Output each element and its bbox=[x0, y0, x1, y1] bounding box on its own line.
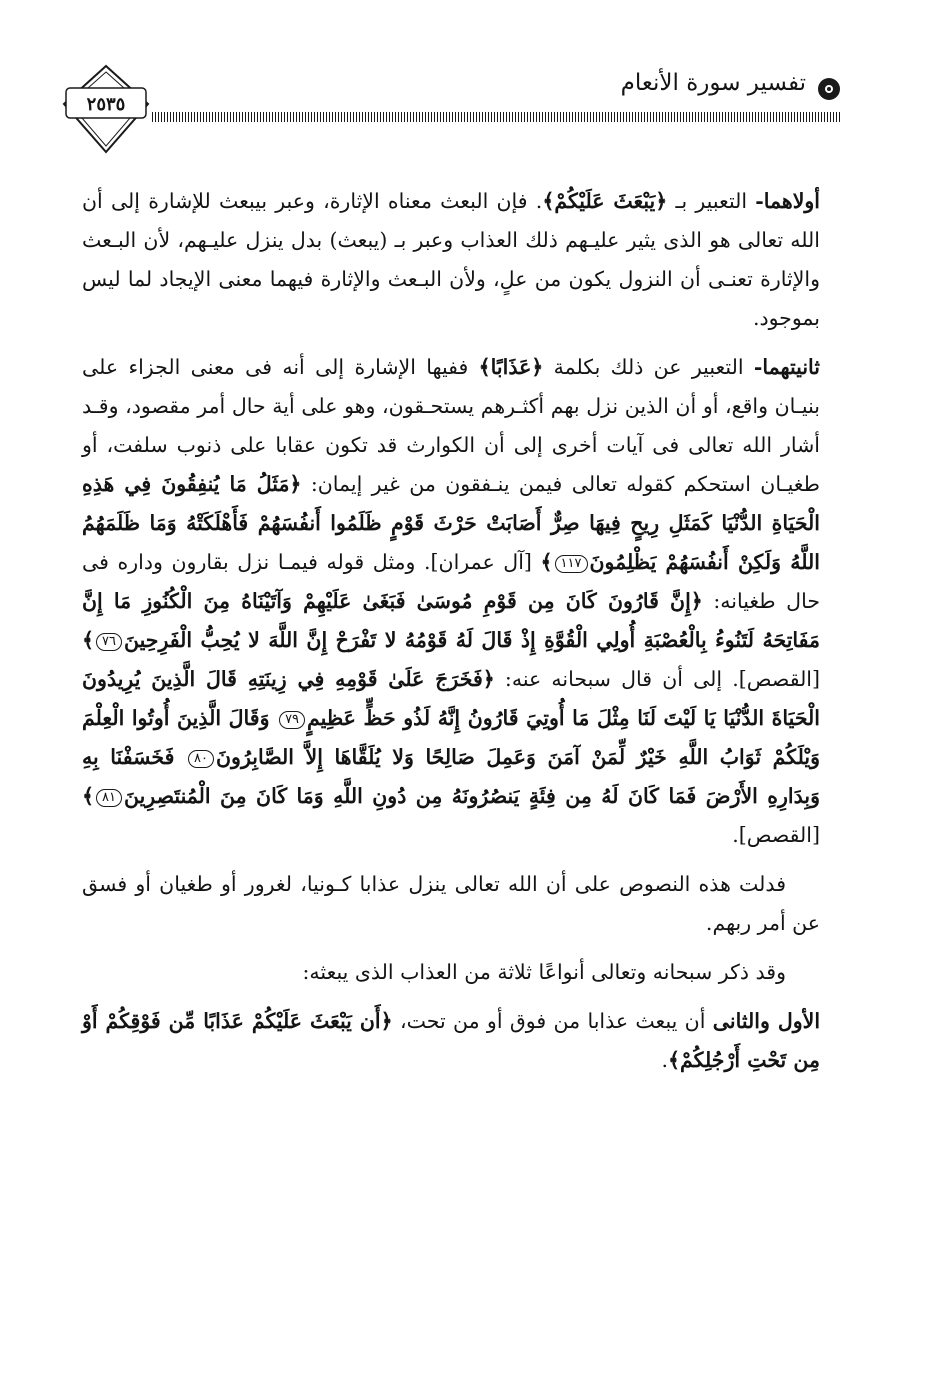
paragraph bbox=[82, 182, 820, 338]
verse-number: ٨٠ bbox=[188, 750, 214, 768]
quran-quote: ﴿يَبْعَثَ عَلَيْكُمْ﴾ bbox=[542, 189, 668, 213]
body-text: فدلت هذه النصوص على أن الله تعالى ينزل عذابا كـونيا، لغرور أو طغيان أو فسق عن أمر ربهم. bbox=[82, 872, 820, 935]
paragraph bbox=[82, 865, 820, 943]
running-title: تفسير سورة الأنعام bbox=[620, 70, 806, 96]
quran-quote: وَقَالَ الَّذِينَ أُوتُوا الْعِلْمَ وَيْلَكُمْ ثَوَابُ اللَّهِ خَيْرٌ لِّمَنْ آمَنَ وَعَمِلَ صَالِحًا وَلا يُلَقَّاهَا إِلاَّ الصَّابِرُونَ bbox=[82, 706, 820, 769]
quran-quote: ﴿عَذَابًا﴾ bbox=[478, 355, 544, 379]
body-text: التعبير عن ذلك بكلمة bbox=[543, 355, 754, 379]
quran-quote: ﴾ bbox=[540, 550, 553, 574]
paragraph bbox=[82, 348, 820, 855]
body-text: . فإن البعث معناه الإثارة، وعبر بيبعث للإشارة إلى أن الله تعالى هو الذى يثير عليـهم ذلك العذاب وعبر بـ (يبعث) بدل ينزل عليـهم، لأن البـعث والإثارة تعنـى أن النزول يكون من علٍ، ولأن البـعث والإثارة فيهما معنى الإيجاد لما ليس بموجود. bbox=[82, 189, 820, 330]
flower-ornament-icon bbox=[816, 76, 842, 106]
header-rule bbox=[152, 112, 840, 122]
paragraph-label: ثانيتهما- bbox=[753, 355, 820, 379]
page-number-badge bbox=[60, 62, 152, 158]
body-text: [القصص]. إلى أن قال سبحانه عنه: bbox=[494, 667, 821, 691]
verse-number: ٨١ bbox=[96, 789, 122, 807]
quran-quote: ﴿مَثَلُ مَا يُنفِقُونَ فِي هَذِهِ الْحَيَاةِ الدُّنْيَا كَمَثَلِ رِيحٍ فِيهَا صِرٌّ أَصَابَتْ حَرْثَ قَوْمٍ ظَلَمُوا أَنفُسَهُمْ فَأَهْلَكَتْهُ وَمَا ظَلَمَهُمُ اللَّهُ وَلَكِنْ أَنفُسَهُمْ يَظْلِمُونَ bbox=[82, 472, 820, 574]
body-text: . bbox=[661, 1048, 669, 1072]
body-text: ففيها الإشارة إلى أنه فى معنى الجزاء على بنيـان واقع، أو أن الذين نزل بهم أكثـرهم يستحـقون، وهو على أية حال أمر مقصود، وقـد أشار الله تعالى فى آيات أخرى إلى أن الكوارث قد تكون عقابا على ذنوب سلفت، أو طغيـان استحكم كقوله تعالى فيمن ينـفقون من غير إيمان: bbox=[82, 355, 820, 496]
verse-number: ٧٩ bbox=[279, 711, 305, 729]
body-text: وقد ذكر سبحانه وتعالى أنواعًا ثلاثة من العذاب الذى يبعثه: bbox=[302, 960, 786, 984]
verse-number: ٧٦ bbox=[96, 633, 122, 651]
paragraph-label: أولاهما- bbox=[755, 189, 820, 213]
paragraph bbox=[82, 953, 820, 992]
quran-quote: ﴿إِنَّ قَارُونَ كَانَ مِن قَوْمِ مُوسَىٰ فَبَغَىٰ عَلَيْهِمْ وَآتَيْنَاهُ مِنَ الْكُنُوزِ مَا إِنَّ مَفَاتِحَهُ لَتَنُوءُ بِالْعُصْبَةِ أُولِي الْقُوَّةِ إِذْ قَالَ لَهُ قَوْمُهُ لا تَفْرَحْ إِنَّ اللَّهَ لا يُحِبُّ الْفَرِحِينَ bbox=[82, 589, 820, 652]
quran-quote: فَخَسَفْنَا بِهِ وَبِدَارِهِ الأَرْضَ فَمَا كَانَ لَهُ مِن فِئَةٍ يَنصُرُونَهُ مِن دُونِ اللَّهِ وَمَا كَانَ مِنَ الْمُنتَصِرِينَ bbox=[82, 745, 820, 808]
body-text: التعبير بـ bbox=[667, 189, 756, 213]
body-text: [القصص]. bbox=[732, 823, 820, 847]
page-header bbox=[60, 62, 846, 158]
page-body bbox=[82, 182, 820, 1090]
quran-quote: ﴾ bbox=[82, 784, 95, 808]
quran-quote: ﴾ bbox=[82, 628, 95, 652]
quran-quote: ﴿فَخَرَجَ عَلَىٰ قَوْمِهِ فِي زِينَتِهِ قَالَ الَّذِينَ يُرِيدُونَ الْحَيَاةَ الدُّنْيَا يَا لَيْتَ لَنَا مِثْلَ مَا أُوتِيَ قَارُونُ إِنَّهُ لَذُو حَظٍّ عَظِيمٍ bbox=[82, 667, 820, 730]
quran-quote: ﴿أَن يَبْعَثَ عَلَيْكُمْ عَذَابًا مِّن فَوْقِكُمْ أَوْ مِن تَحْتِ أَرْجُلِكُمْ﴾ bbox=[82, 1009, 820, 1072]
page-number: ٢٥٣٥ bbox=[86, 94, 126, 115]
body-text: [آل عمران]. ومثل قوله فيمـا نزل بقارون وداره فى حال طغيانه: bbox=[82, 550, 820, 613]
paragraph-label: الأول والثانى bbox=[712, 1009, 821, 1033]
verse-number: ١١٧ bbox=[555, 555, 588, 573]
paragraph bbox=[82, 1002, 820, 1080]
body-text: أن يبعث عذابا من فوق أو من تحت، bbox=[392, 1009, 713, 1033]
